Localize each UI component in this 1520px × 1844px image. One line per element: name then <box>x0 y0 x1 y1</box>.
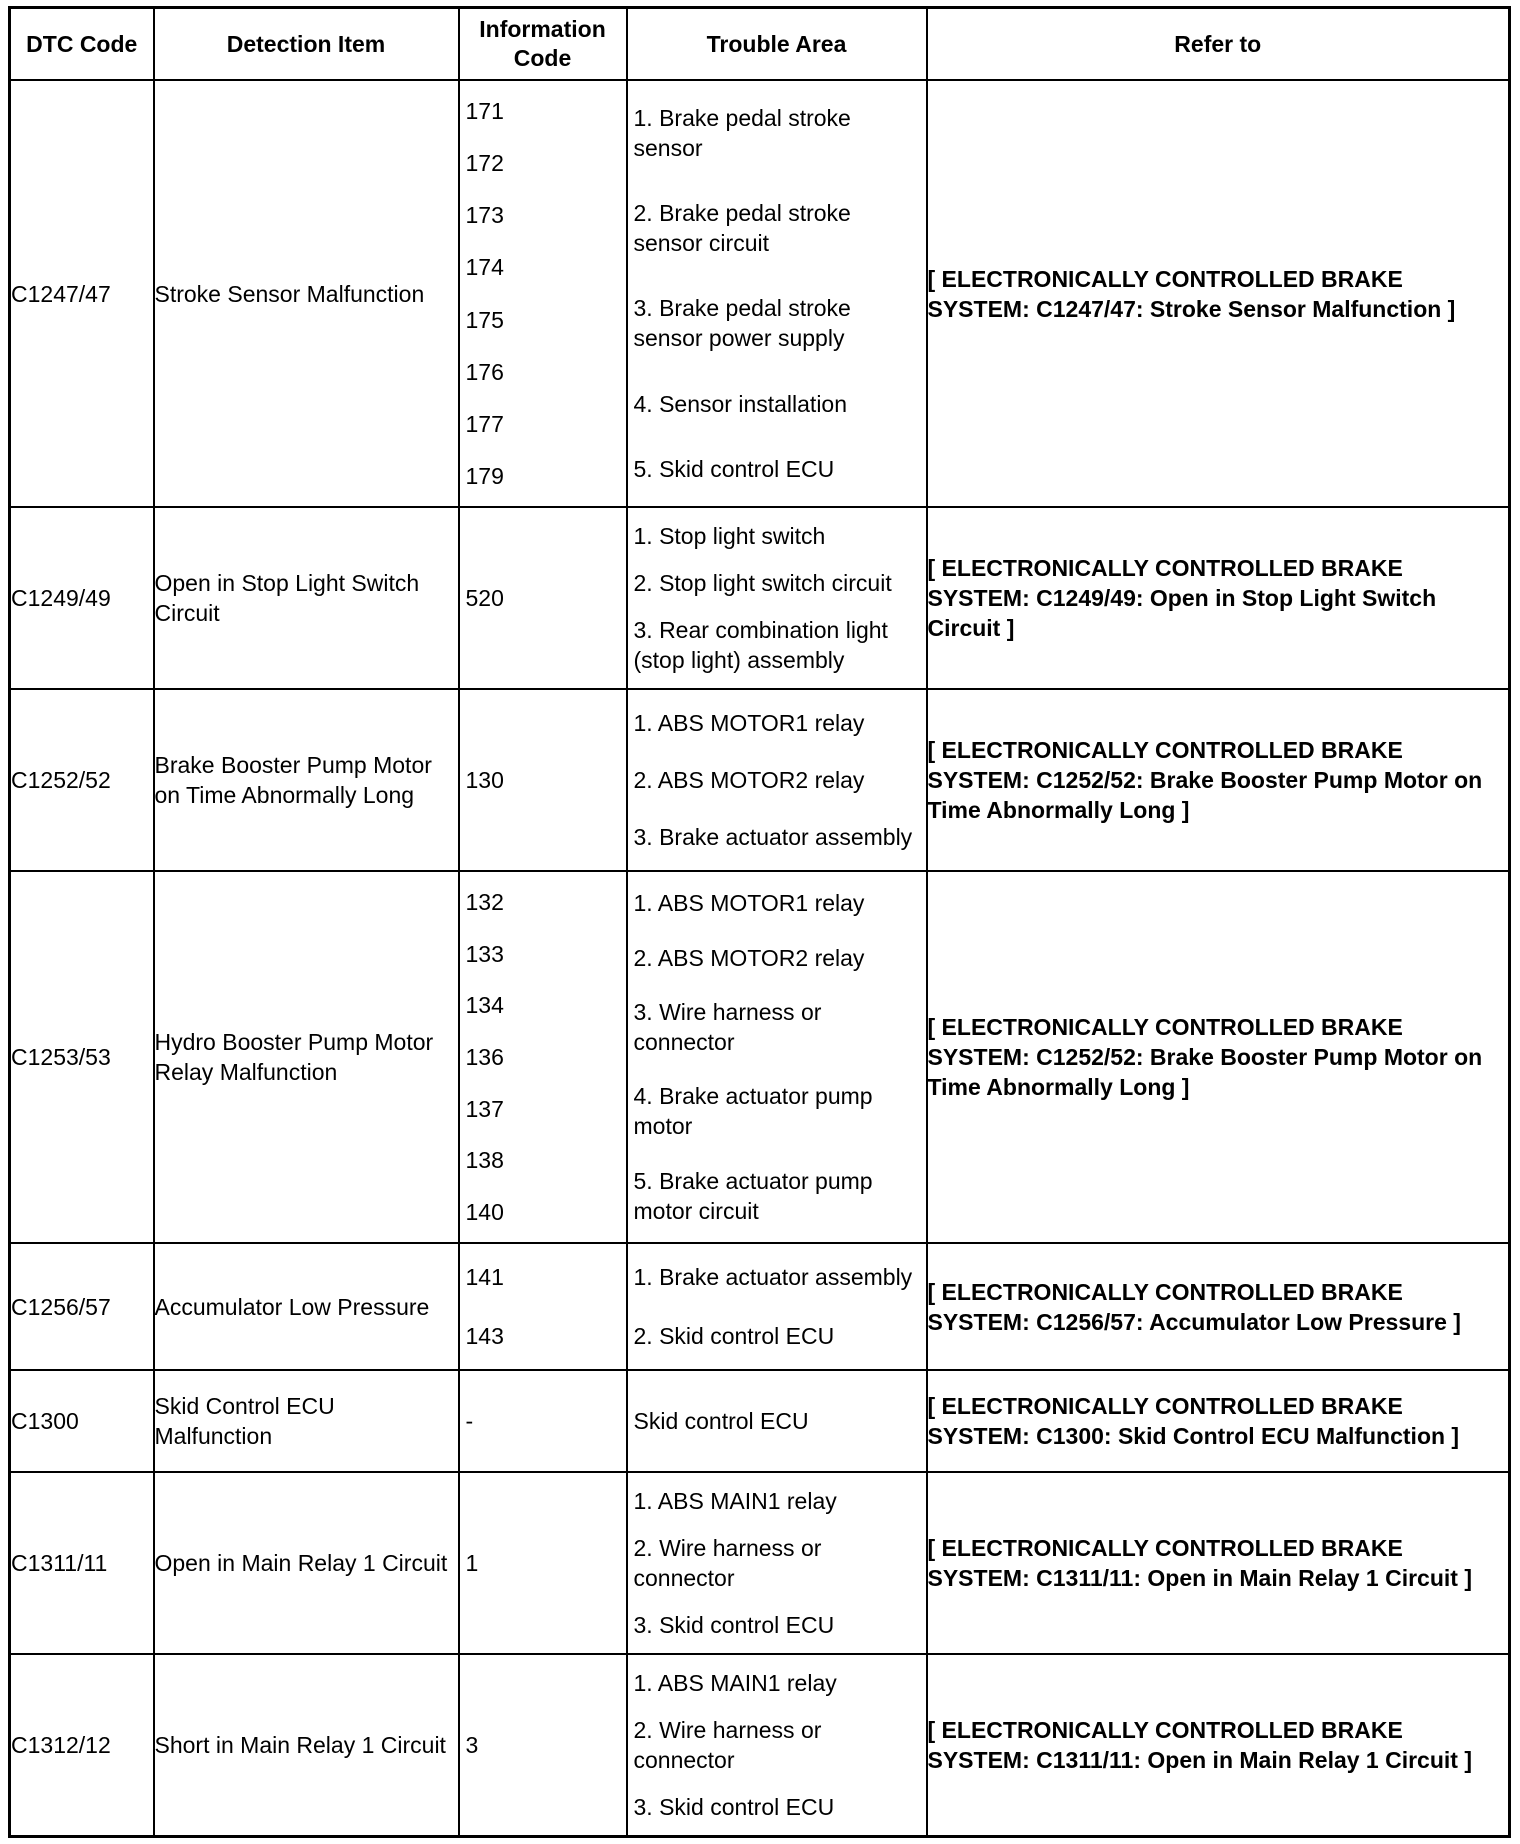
trouble-area-item: 3. Brake actuator assembly <box>633 824 913 851</box>
information-code: 134 <box>465 992 504 1019</box>
table-body <box>10 80 1510 1837</box>
trouble-area-list <box>628 508 926 688</box>
header-detection-item: Detection Item <box>154 8 459 81</box>
detection-item-cell: Open in Main Relay 1 Circuit <box>154 1472 459 1654</box>
refer-to-link[interactable]: [ ELECTRONICALLY CONTROLLED BRAKE SYSTEM: C1247/47: Stroke Sensor Malfunction ] <box>927 80 1510 507</box>
trouble-area-item: 2. Stop light switch circuit <box>633 569 892 596</box>
information-code: 176 <box>465 358 504 385</box>
table-row <box>10 1243 1510 1370</box>
dtc-table <box>8 6 1511 1838</box>
table-row <box>10 1654 1510 1837</box>
trouble-area-list <box>628 690 926 870</box>
information-code-list <box>460 690 626 870</box>
information-code: 520 <box>465 585 504 611</box>
information-code-list <box>460 1655 626 1835</box>
information-code: 137 <box>465 1095 504 1122</box>
table-row <box>10 871 1510 1243</box>
refer-to-link[interactable]: [ ELECTRONICALLY CONTROLLED BRAKE SYSTEM: C1252/52: Brake Booster Pump Motor on Time Abnormally Long ] <box>927 689 1510 871</box>
information-code: 3 <box>465 1732 479 1758</box>
detection-item-cell: Skid Control ECU Malfunction <box>154 1370 459 1472</box>
table-row <box>10 80 1510 507</box>
refer-to-link[interactable]: [ ELECTRONICALLY CONTROLLED BRAKE SYSTEM: C1300: Skid Control ECU Malfunction ] <box>927 1370 1510 1472</box>
dtc-code-cell: C1256/57 <box>10 1243 154 1370</box>
information-code: 130 <box>465 767 504 793</box>
trouble-area-item: 1. Brake pedal stroke sensor <box>633 104 851 161</box>
dtc-code-cell: C1249/49 <box>10 507 154 689</box>
detection-item-cell: Accumulator Low Pressure <box>154 1243 459 1370</box>
trouble-area-item: 5. Skid control ECU <box>633 456 835 483</box>
trouble-area-item: 3. Skid control ECU <box>633 1612 835 1639</box>
dtc-code-cell: C1311/11 <box>10 1472 154 1654</box>
information-code-cell <box>459 1243 627 1370</box>
header-trouble-area: Trouble Area <box>627 8 927 81</box>
trouble-area-cell <box>627 871 927 1243</box>
information-code: 138 <box>465 1147 504 1174</box>
trouble-area-list <box>628 1371 926 1471</box>
trouble-area-item: Skid control ECU <box>633 1408 809 1434</box>
trouble-area-list <box>628 81 926 506</box>
trouble-area-item: 1. ABS MOTOR1 relay <box>633 890 865 917</box>
trouble-area-item: 2. Wire harness or connector <box>633 1534 822 1591</box>
trouble-area-cell <box>627 1654 927 1837</box>
trouble-area-item: 5. Brake actuator pump motor circuit <box>633 1167 873 1224</box>
information-code: 177 <box>465 410 504 437</box>
information-code-cell <box>459 80 627 507</box>
information-code-list <box>460 1473 626 1653</box>
trouble-area-item: 2. Brake pedal stroke sensor circuit <box>633 200 851 257</box>
header-refer-to: Refer to <box>927 8 1510 81</box>
trouble-area-item: 3. Rear combination light (stop light) assembly <box>633 617 888 674</box>
trouble-area-list <box>628 1473 926 1653</box>
table-row <box>10 1370 1510 1472</box>
information-code-cell <box>459 1654 627 1837</box>
trouble-area-item: 2. ABS MOTOR2 relay <box>633 944 865 971</box>
information-code: 141 <box>465 1264 504 1291</box>
information-code: 175 <box>465 306 504 333</box>
header-information-code <box>459 8 627 81</box>
trouble-area-cell <box>627 507 927 689</box>
refer-to-link[interactable]: [ ELECTRONICALLY CONTROLLED BRAKE SYSTEM: C1311/11: Open in Main Relay 1 Circuit ] <box>927 1654 1510 1837</box>
trouble-area-list <box>628 1655 926 1835</box>
information-code-cell <box>459 507 627 689</box>
dtc-code-cell: C1253/53 <box>10 871 154 1243</box>
table-row <box>10 1472 1510 1654</box>
table-row <box>10 689 1510 871</box>
trouble-area-item: 4. Brake actuator pump motor <box>633 1083 873 1140</box>
information-code-list <box>460 1244 626 1369</box>
trouble-area-item: 3. Skid control ECU <box>633 1794 835 1821</box>
trouble-area-item: 1. Stop light switch <box>633 522 826 549</box>
information-code: 140 <box>465 1199 504 1226</box>
detection-item-cell: Open in Stop Light Switch Circuit <box>154 507 459 689</box>
trouble-area-item: 3. Wire harness or connector <box>633 998 822 1055</box>
trouble-area-list <box>628 872 926 1242</box>
dtc-code-cell: C1300 <box>10 1370 154 1472</box>
trouble-area-item: 1. ABS MAIN1 relay <box>633 1487 837 1514</box>
trouble-area-item: 2. Wire harness or connector <box>633 1716 822 1773</box>
trouble-area-list <box>628 1244 926 1369</box>
detection-item-cell: Hydro Booster Pump Motor Relay Malfunction <box>154 871 459 1243</box>
header-information-code-text: Information Code <box>479 16 606 71</box>
information-code: 133 <box>465 940 504 967</box>
information-code: 1 <box>465 1550 479 1576</box>
information-code: 171 <box>465 98 504 125</box>
information-code: 173 <box>465 202 504 229</box>
information-code: 172 <box>465 150 504 177</box>
detection-item-cell: Stroke Sensor Malfunction <box>154 80 459 507</box>
trouble-area-item: 1. Brake actuator assembly <box>633 1264 913 1291</box>
refer-to-link[interactable]: [ ELECTRONICALLY CONTROLLED BRAKE SYSTEM: C1249/49: Open in Stop Light Switch Circuit ] <box>927 507 1510 689</box>
information-code: - <box>465 1408 474 1434</box>
information-code-cell <box>459 1472 627 1654</box>
header-row <box>10 8 1510 81</box>
detection-item-cell: Short in Main Relay 1 Circuit <box>154 1654 459 1837</box>
trouble-area-item: 2. ABS MOTOR2 relay <box>633 766 865 793</box>
information-code-list <box>460 508 626 688</box>
dtc-code-cell: C1312/12 <box>10 1654 154 1837</box>
information-code: 174 <box>465 254 504 281</box>
refer-to-link[interactable]: [ ELECTRONICALLY CONTROLLED BRAKE SYSTEM: C1256/57: Accumulator Low Pressure ] <box>927 1243 1510 1370</box>
trouble-area-cell <box>627 80 927 507</box>
table-row <box>10 507 1510 689</box>
header-dtc-code: DTC Code <box>10 8 154 81</box>
information-code-list <box>460 81 626 506</box>
detection-item-cell: Brake Booster Pump Motor on Time Abnormally Long <box>154 689 459 871</box>
information-code: 132 <box>465 888 504 915</box>
information-code: 179 <box>465 462 504 489</box>
trouble-area-cell <box>627 1370 927 1472</box>
information-code-list <box>460 1371 626 1471</box>
trouble-area-item: 2. Skid control ECU <box>633 1322 835 1349</box>
refer-to-link[interactable]: [ ELECTRONICALLY CONTROLLED BRAKE SYSTEM: C1311/11: Open in Main Relay 1 Circuit ] <box>927 1472 1510 1654</box>
trouble-area-item: 1. ABS MOTOR1 relay <box>633 709 865 736</box>
trouble-area-item: 4. Sensor installation <box>633 390 848 417</box>
trouble-area-item: 1. ABS MAIN1 relay <box>633 1669 837 1696</box>
information-code-cell <box>459 689 627 871</box>
information-code-cell <box>459 1370 627 1472</box>
dtc-code-cell: C1252/52 <box>10 689 154 871</box>
refer-to-link[interactable]: [ ELECTRONICALLY CONTROLLED BRAKE SYSTEM: C1252/52: Brake Booster Pump Motor on Time Abnormally Long ] <box>927 871 1510 1243</box>
information-code-list <box>460 872 626 1242</box>
trouble-area-cell <box>627 689 927 871</box>
trouble-area-cell <box>627 1243 927 1370</box>
information-code-cell <box>459 871 627 1243</box>
dtc-code-cell: C1247/47 <box>10 80 154 507</box>
information-code: 143 <box>465 1322 504 1349</box>
trouble-area-item: 3. Brake pedal stroke sensor power supply <box>633 295 851 352</box>
information-code: 136 <box>465 1043 504 1070</box>
trouble-area-cell <box>627 1472 927 1654</box>
